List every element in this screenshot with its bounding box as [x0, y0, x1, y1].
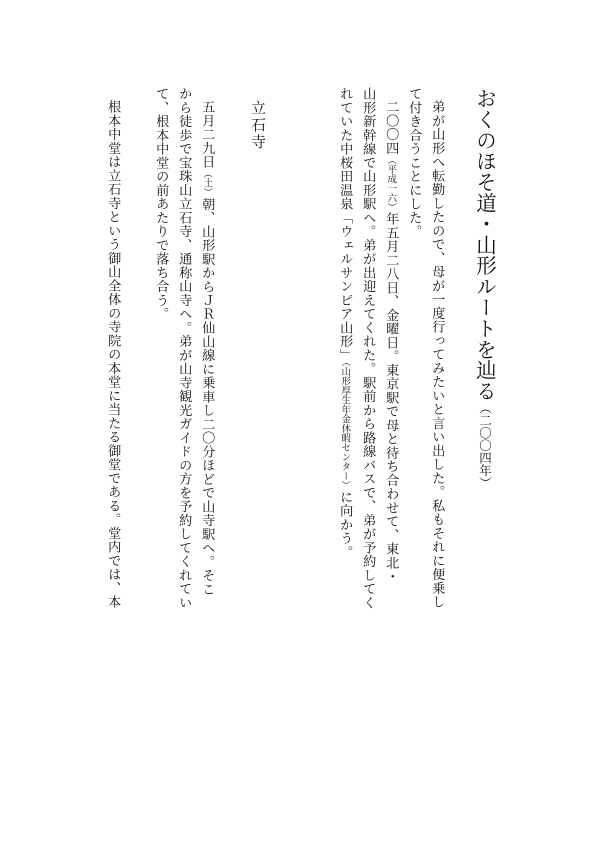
paragraph-2-line-2: 山形新幹線で山形駅へ。弟が出迎えてくれた。駅前から路線バスで、弟が予約してく: [360, 87, 376, 610]
title-year: （二〇〇四年）: [477, 401, 493, 489]
paragraph-1-line-1: 弟が山形へ転勤したので、母が一度行ってみたいと言い出した。私もそれに便乗し: [429, 100, 445, 609]
paragraph-2-line-3: [338, 87, 351, 559]
section-heading-risshakuji: 立石寺: [249, 100, 267, 151]
paragraph-3-rest: 朝、山形駅からＪＲ仙山線に乗車し二〇分ほどで山寺駅へ。そこ: [199, 197, 215, 596]
paragraph-3-date: 五月二九日: [199, 100, 215, 169]
paragraph-3-line-3: て、根本中堂の前あたりで落ち合う。: [153, 87, 169, 321]
paragraph-2-era-note: （平成一六）: [385, 155, 397, 212]
paragraph-3-line-1: [200, 100, 213, 596]
paragraph-4-line-1: 根本中堂は立石寺という御山全体の寺院の本堂に当たる御堂である。堂内では、本: [105, 100, 121, 609]
paragraph-3-weekday: （土）: [201, 168, 213, 198]
document-title: [474, 88, 495, 489]
title-main: おくのほそ道・山形ルートを辿る: [472, 88, 497, 402]
paragraph-2-hotel: れていた中桜田温泉「ウェルサンピア山形」: [337, 87, 353, 362]
paragraph-3-line-2: から徒歩で宝珠山立石寺、通称山寺へ。弟が山寺観光ガイドの方を予約してくれてい: [176, 87, 192, 610]
paragraph-1-line-2: て付き合うことにした。: [406, 87, 422, 239]
paragraph-2-date-rest: 年五月二八日、金曜日。東京駅で母と待ち合わせて、東北・: [383, 212, 399, 584]
paragraph-2-ending: に向かう。: [337, 490, 353, 559]
paragraph-2-hotel-note: （山形厚生年金休暇センター）: [339, 362, 351, 491]
paragraph-2-date-year: 二〇〇四: [383, 100, 399, 155]
paragraph-2-line-1: [384, 100, 397, 583]
